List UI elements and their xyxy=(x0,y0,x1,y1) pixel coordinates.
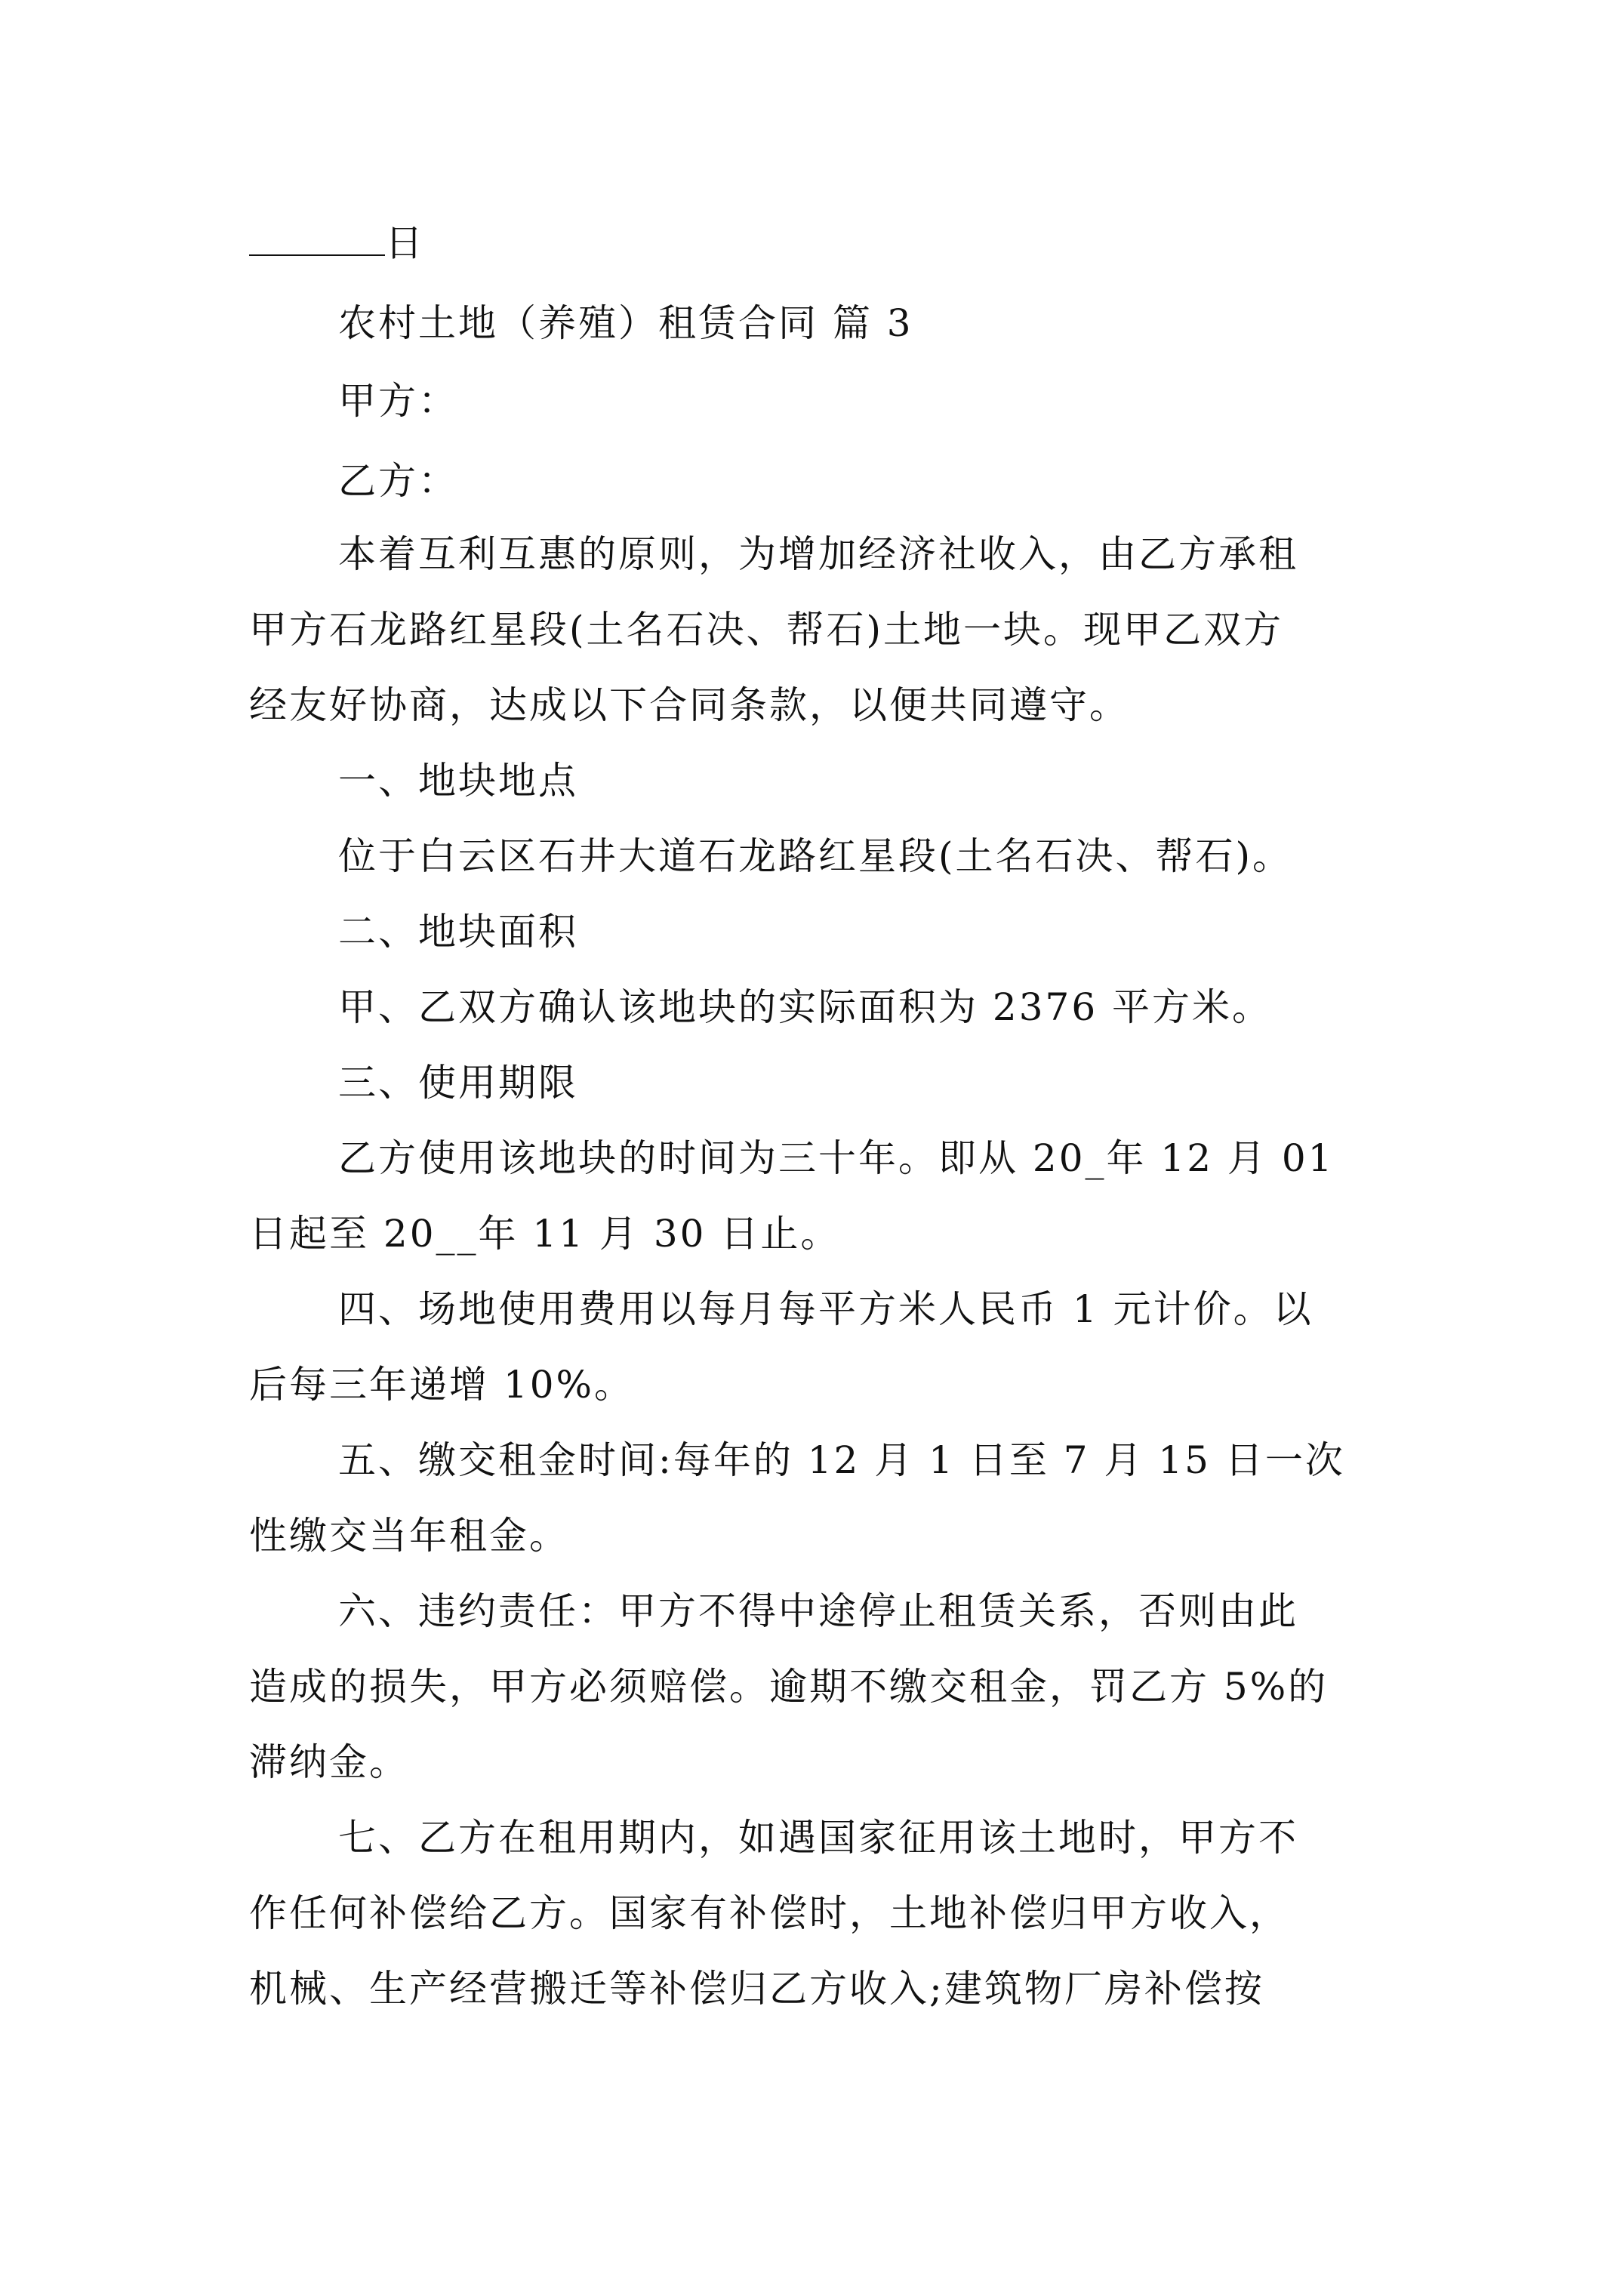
paragraph-line: 日起至 20__年 11 月 30 日止。 xyxy=(249,1212,841,1256)
paragraph-line: 甲、乙双方确认该地块的实际面积为 2376 平方米。 xyxy=(338,985,1273,1029)
paragraph-line: 作任何补偿给乙方。国家有补偿时，土地补偿归甲方收入， xyxy=(249,1891,1289,1935)
section-heading: 一、地块地点 xyxy=(338,759,578,803)
paragraph-line: 乙方使用该地块的时间为三十年。即从 20_年 12 月 01 xyxy=(338,1136,1335,1180)
paragraph-line: 四、场地使用费用以每月每平方米人民币 1 元计价。以 xyxy=(338,1287,1313,1331)
date-blank xyxy=(249,221,385,256)
paragraph-line: 甲方石龙路红星段(土名石决、帮石)土地一块。现甲乙双方 xyxy=(249,608,1284,652)
party-a-label: 甲方： xyxy=(338,379,458,423)
section-heading: 三、使用期限 xyxy=(338,1061,578,1105)
section-heading: 二、地块面积 xyxy=(338,910,578,954)
paragraph-line: 六、违约责任：甲方不得中途停止租赁关系，否则由此 xyxy=(338,1589,1298,1633)
document-title: 农村土地（养殖）租赁合同 篇 3 xyxy=(338,301,913,345)
paragraph-line: 滞纳金。 xyxy=(249,1740,409,1784)
date-fragment: 日 xyxy=(385,221,425,265)
paragraph-line: 性缴交当年租金。 xyxy=(249,1514,569,1558)
paragraph-line: 位于白云区石井大道石龙路红星段(土名石决、帮石)。 xyxy=(338,834,1293,878)
date-line xyxy=(249,220,425,266)
paragraph-line: 经友好协商，达成以下合同条款，以便共同遵守。 xyxy=(249,683,1129,727)
party-b-label: 乙方： xyxy=(338,459,458,503)
paragraph-line: 本着互利互惠的原则，为增加经济社收入，由乙方承租 xyxy=(338,532,1298,576)
paragraph-line: 五、缴交租金时间:每年的 12 月 1 日至 7 月 15 日一次 xyxy=(338,1438,1345,1482)
paragraph-line: 后每三年递增 10%。 xyxy=(249,1363,635,1407)
paragraph-line: 造成的损失，甲方必须赔偿。逾期不缴交租金，罚乙方 5%的 xyxy=(249,1665,1329,1709)
paragraph-line: 机械、生产经营搬迁等补偿归乙方收入;建筑物厂房补偿按 xyxy=(249,1967,1264,2011)
paragraph-line: 七、乙方在租用期内，如遇国家征用该土地时，甲方不 xyxy=(338,1816,1298,1860)
